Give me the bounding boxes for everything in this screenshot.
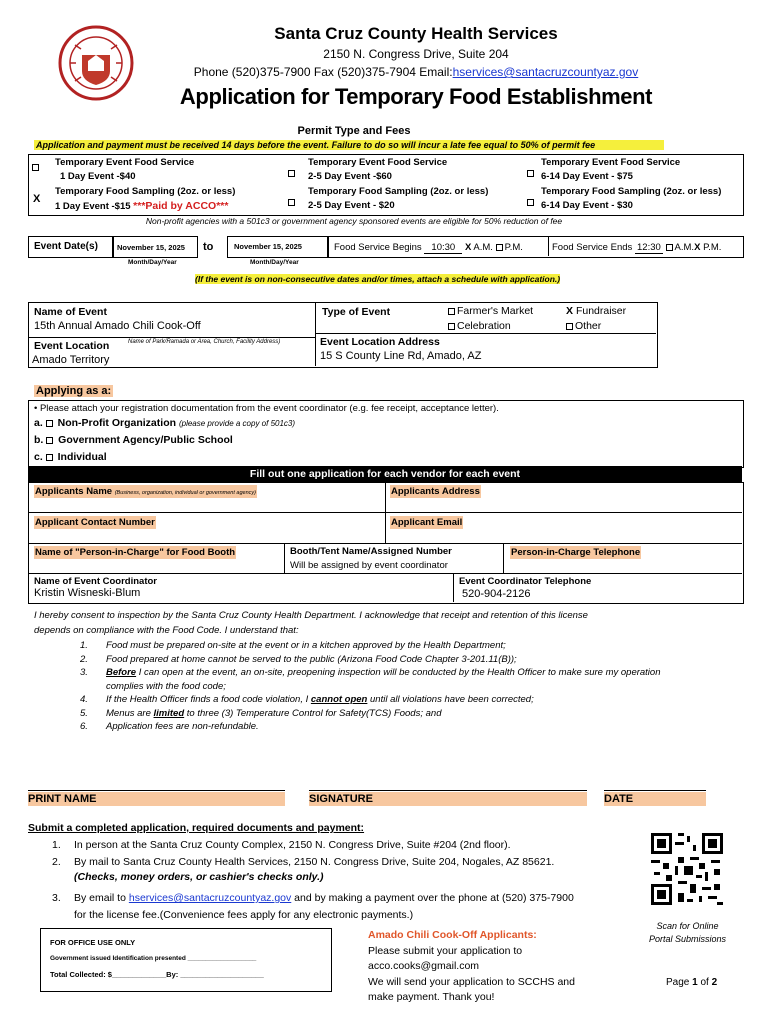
opt-b: b. xyxy=(34,434,47,446)
qr-code-icon xyxy=(648,830,726,908)
org-address: 2150 N. Congress Drive, Suite 204 xyxy=(323,47,509,61)
date-line[interactable] xyxy=(604,790,706,791)
permit-1day-service-checkbox[interactable] xyxy=(32,162,41,173)
pic-name-label: Name of "Person-in-Charge" for Food Booth xyxy=(35,547,236,558)
permit-1day-sampling-fee xyxy=(55,200,228,212)
end-date-value: November 15, 2025 xyxy=(234,242,302,251)
applicant-divider-v4 xyxy=(453,573,454,602)
permit-1day-sampling-title: Temporary Food Sampling (2oz. or less) xyxy=(55,186,236,197)
applying-individual[interactable] xyxy=(34,451,107,463)
form-title: Application for Temporary Food Establishment xyxy=(179,84,653,109)
event-location-hint: Name of Park/Ramada or Area, Church, Facility Address) xyxy=(128,339,281,345)
type-celebration[interactable] xyxy=(448,320,511,332)
event-name-label: Name of Event xyxy=(34,306,107,318)
other-label: Other xyxy=(575,320,602,332)
contact-text: Phone (520)375-7900 Fax (520)375-7904 Email: xyxy=(193,65,453,79)
submit-item-1: 1. In person at the Santa Cruz County Complex, 2150 N. Congress Drive, Suite #204 (2nd floor). xyxy=(52,839,511,851)
applicant-divider-v2 xyxy=(284,543,285,573)
chili-line-4: make payment. Thank you! xyxy=(368,991,495,1003)
chili-note xyxy=(368,928,575,1006)
applying-note: • Please attach your registration documentation from the event coordinator (e.g. fee receipt, acceptance letter). xyxy=(34,403,499,414)
event-info-divider-h2 xyxy=(315,333,656,334)
begins-pm-checkbox[interactable] xyxy=(496,244,503,251)
begins-am-check[interactable]: X xyxy=(464,242,472,253)
event-info-divider-v xyxy=(315,302,316,366)
applicant-divider-h2 xyxy=(28,543,742,544)
org-name: Santa Cruz County Health Services xyxy=(274,24,558,43)
start-date-format: Month/Day/Year xyxy=(128,259,177,266)
permit-2-5day-service-fee: 2-5 Day Event -$60 xyxy=(308,171,392,182)
applicant-divider-h3 xyxy=(28,573,742,574)
page-number: Page 1 of 2 xyxy=(666,977,718,988)
event-name-value[interactable]: 15th Annual Amado Chili Cook-Off xyxy=(34,320,201,332)
permit-6-14day-service-checkbox[interactable] xyxy=(527,168,536,179)
event-address-label: Event Location Address xyxy=(320,336,440,348)
permit-1day-sampling-fee-text: 1 Day Event -$15 xyxy=(55,201,134,212)
permit-6-14day-sampling-fee: 6-14 Day Event - $30 xyxy=(541,200,633,211)
applicant-name-label xyxy=(34,485,257,498)
consent-intro-2: depends on compliance with the Food Code. I understand that: xyxy=(34,625,299,636)
ends-label: Food Service Ends xyxy=(552,242,633,253)
type-other[interactable] xyxy=(566,320,601,332)
qr-caption-2: Portal Submissions xyxy=(648,934,727,944)
permit-heading: Permit Type and Fees xyxy=(297,125,411,137)
begins-time-field[interactable]: 10:30 xyxy=(424,242,462,254)
type-fundraiser[interactable] xyxy=(566,305,626,317)
print-name-line[interactable] xyxy=(28,790,285,791)
applicant-name-text: Applicants Name xyxy=(35,486,113,497)
permit-6-14day-sampling-title: Temporary Food Sampling (2oz. or less) xyxy=(541,186,722,197)
service-begins xyxy=(334,242,523,254)
qr-caption-1: Scan for Online xyxy=(656,921,719,931)
government-text: Government Agency/Public School xyxy=(58,434,233,446)
chili-line-3: We will send your application to SCCHS and xyxy=(368,975,575,988)
signature-label: SIGNATURE xyxy=(309,792,587,806)
end-date-format: Month/Day/Year xyxy=(250,259,299,266)
applicant-divider-h1 xyxy=(28,512,742,513)
consent-item: 1. Food must be prepared on-site at the event or in a kitchen approved by the Health Department; xyxy=(80,640,506,651)
permit-2-5day-sampling-checkbox[interactable] xyxy=(288,197,297,208)
ends-pm-label: P.M. xyxy=(703,242,722,253)
opt-c: c. xyxy=(34,451,46,463)
chili-title: Amado Chili Cook-Off Applicants: xyxy=(368,929,537,941)
permit-6-14day-service-title: Temporary Event Food Service xyxy=(541,157,681,168)
chili-line-1: Please submit your application to xyxy=(368,944,523,957)
permit-2-5day-service-title: Temporary Event Food Service xyxy=(308,157,448,168)
event-address-value[interactable]: 15 S County Line Rd, Amado, AZ xyxy=(320,350,482,362)
submit-email-link[interactable]: hservices@santacruzcountyaz.gov xyxy=(128,892,292,904)
coordinator-phone-value[interactable]: 520-904-2126 xyxy=(462,588,531,600)
date-to: to xyxy=(203,241,214,253)
celebration-label: Celebration xyxy=(457,320,511,332)
applying-government[interactable] xyxy=(34,434,233,446)
permit-2-5day-service-checkbox[interactable] xyxy=(288,168,297,179)
applying-nonprofit[interactable] xyxy=(34,417,295,429)
applicant-name-field[interactable] xyxy=(34,498,379,510)
office-use-title: FOR OFFICE USE ONLY xyxy=(50,938,136,947)
begins-label: Food Service Begins xyxy=(334,242,422,253)
submit-item-3: 3. By email to hservices@santacruzcountyaz.gov and by making a payment over the phone at (520) 375-7900 xyxy=(52,892,574,904)
coordinator-phone-label: Event Coordinator Telephone xyxy=(459,576,592,587)
pic-phone-label: Person-in-Charge Telephone xyxy=(511,547,641,558)
event-info-divider-h xyxy=(28,337,316,338)
fundraiser-check: X xyxy=(566,305,574,317)
individual-text: Individual xyxy=(57,451,107,463)
event-location-value[interactable]: Amado Territory xyxy=(32,354,110,366)
event-dates-label: Event Date(s) xyxy=(34,241,98,252)
one-application-banner: Fill out one application for each vendor for each event xyxy=(28,466,742,482)
applying-as-label: Applying as a: xyxy=(36,385,112,397)
opt-a: a. xyxy=(34,417,46,429)
office-total-collected[interactable]: Total Collected: $_____________By: ____________________ xyxy=(50,970,264,979)
office-id-presented[interactable]: Government issued Identification presented ___________________ xyxy=(50,955,257,962)
chili-line-2: acco.cooks@gmail.com xyxy=(368,960,480,972)
submit-item-3b: for the license fee.(Convenience fees apply for any electronic payments.) xyxy=(74,909,414,921)
coordinator-value[interactable]: Kristin Wisneski-Blum xyxy=(34,587,141,599)
date-label: DATE xyxy=(604,792,706,806)
booth-value[interactable]: Will be assigned by event coordinator xyxy=(290,560,448,571)
permit-1day-service-title: Temporary Event Food Service xyxy=(55,157,195,168)
event-type-label: Type of Event xyxy=(322,306,391,318)
ends-am-checkbox[interactable] xyxy=(666,244,673,251)
start-date-value: November 15, 2025 xyxy=(117,243,185,252)
submit-list xyxy=(52,838,574,923)
consent-item: 4. If the Health Officer finds a food code violation, I cannot open until all violations have been corrected; xyxy=(80,694,534,705)
begins-am-label: A.M. xyxy=(473,242,493,253)
booth-label: Booth/Tent Name/Assigned Number xyxy=(290,546,452,557)
begins-pm-label: P.M. xyxy=(504,242,523,253)
permit-2-5day-sampling-title: Temporary Food Sampling (2oz. or less) xyxy=(308,186,489,197)
fundraiser-label: Fundraiser xyxy=(575,305,627,317)
nonprofit-text: Non-Profit Organization xyxy=(57,417,177,429)
ends-pm-check[interactable]: X xyxy=(694,242,701,253)
signature-line[interactable] xyxy=(309,790,587,791)
permit-1day-service-fee: 1 Day Event -$40 xyxy=(60,171,136,182)
applicant-divider-v3 xyxy=(503,543,504,573)
applicant-contact-label: Applicant Contact Number xyxy=(35,517,155,528)
event-location-label: Event Location xyxy=(34,340,110,352)
org-contact xyxy=(0,65,770,79)
applicant-name-hint: (Business, organization, individual or government agency) xyxy=(114,490,256,496)
paid-by-acco: ***Paid by ACCO*** xyxy=(133,200,229,212)
permit-1day-sampling-check[interactable]: X xyxy=(33,193,41,205)
farmers-label: Farmer's Market xyxy=(457,305,534,317)
submit-heading: Submit a completed application, required documents and payment: xyxy=(28,822,365,834)
qr-code[interactable] xyxy=(648,830,726,908)
ends-am-label: A.M. xyxy=(674,242,695,253)
consent-item: 2. Food prepared at home cannot be served to the public (Arizona Food Code Chapter 3-201.11(B)); xyxy=(80,653,517,665)
ends-time-field[interactable]: 12:30 xyxy=(635,242,663,254)
nonprofit-hint: (please provide a copy of 501c3) xyxy=(178,419,296,428)
consent-item: 3. Before I can open at the event, an on-site, preopening inspection will be conducted by the Health Officer to make sure my operation xyxy=(80,667,661,678)
nonprofit-note: Non-profit agencies with a 501c3 or government agency sponsored events are eligible for 50% reduction of fee xyxy=(145,216,563,226)
applicant-address-field[interactable] xyxy=(390,498,735,510)
consent-item: complies with the food code; xyxy=(106,680,226,692)
permit-notice: Application and payment must be received 14 days before the event. Failure to do so will incur a late fee equal to 50% of permit fee xyxy=(34,140,664,150)
type-farmers-market[interactable] xyxy=(448,305,533,317)
permit-6-14day-service-fee: 6-14 Day Event - $75 xyxy=(541,171,633,182)
consent-item: 6. Application fees are non-refundable. xyxy=(80,721,259,732)
consent-intro-1: I hereby consent to inspection by the Santa Cruz County Health Department. I acknowledge that receipt and retention of this license xyxy=(34,610,588,621)
applicant-email-label: Applicant Email xyxy=(391,517,463,528)
service-ends xyxy=(548,236,721,256)
print-name-label: PRINT NAME xyxy=(28,792,285,806)
schedule-note: (If the event is on non-consecutive dates and/or times, attach a schedule with application.) xyxy=(195,274,561,284)
permit-6-14day-sampling-checkbox[interactable] xyxy=(527,197,536,208)
permit-2-5day-sampling-fee: 2-5 Day Event - $20 xyxy=(308,200,395,211)
consent-item: 5. Menus are limited to three (3) Temperature Control for Safety(TCS) Foods; and xyxy=(80,707,442,719)
submit-item-2: 2. By mail to Santa Cruz County Health Services, 2150 N. Congress Drive, Suite 204, Nogales, AZ 85621. xyxy=(52,856,555,868)
contact-email-link[interactable]: hservices@santacruzcountyaz.gov xyxy=(452,65,639,79)
consent-list xyxy=(80,639,661,734)
submit-item-2b: (Checks, money orders, or cashier's checks only.) xyxy=(74,871,324,883)
coordinator-label: Name of Event Coordinator xyxy=(34,576,157,587)
applicant-address-label: Applicants Address xyxy=(391,486,480,497)
